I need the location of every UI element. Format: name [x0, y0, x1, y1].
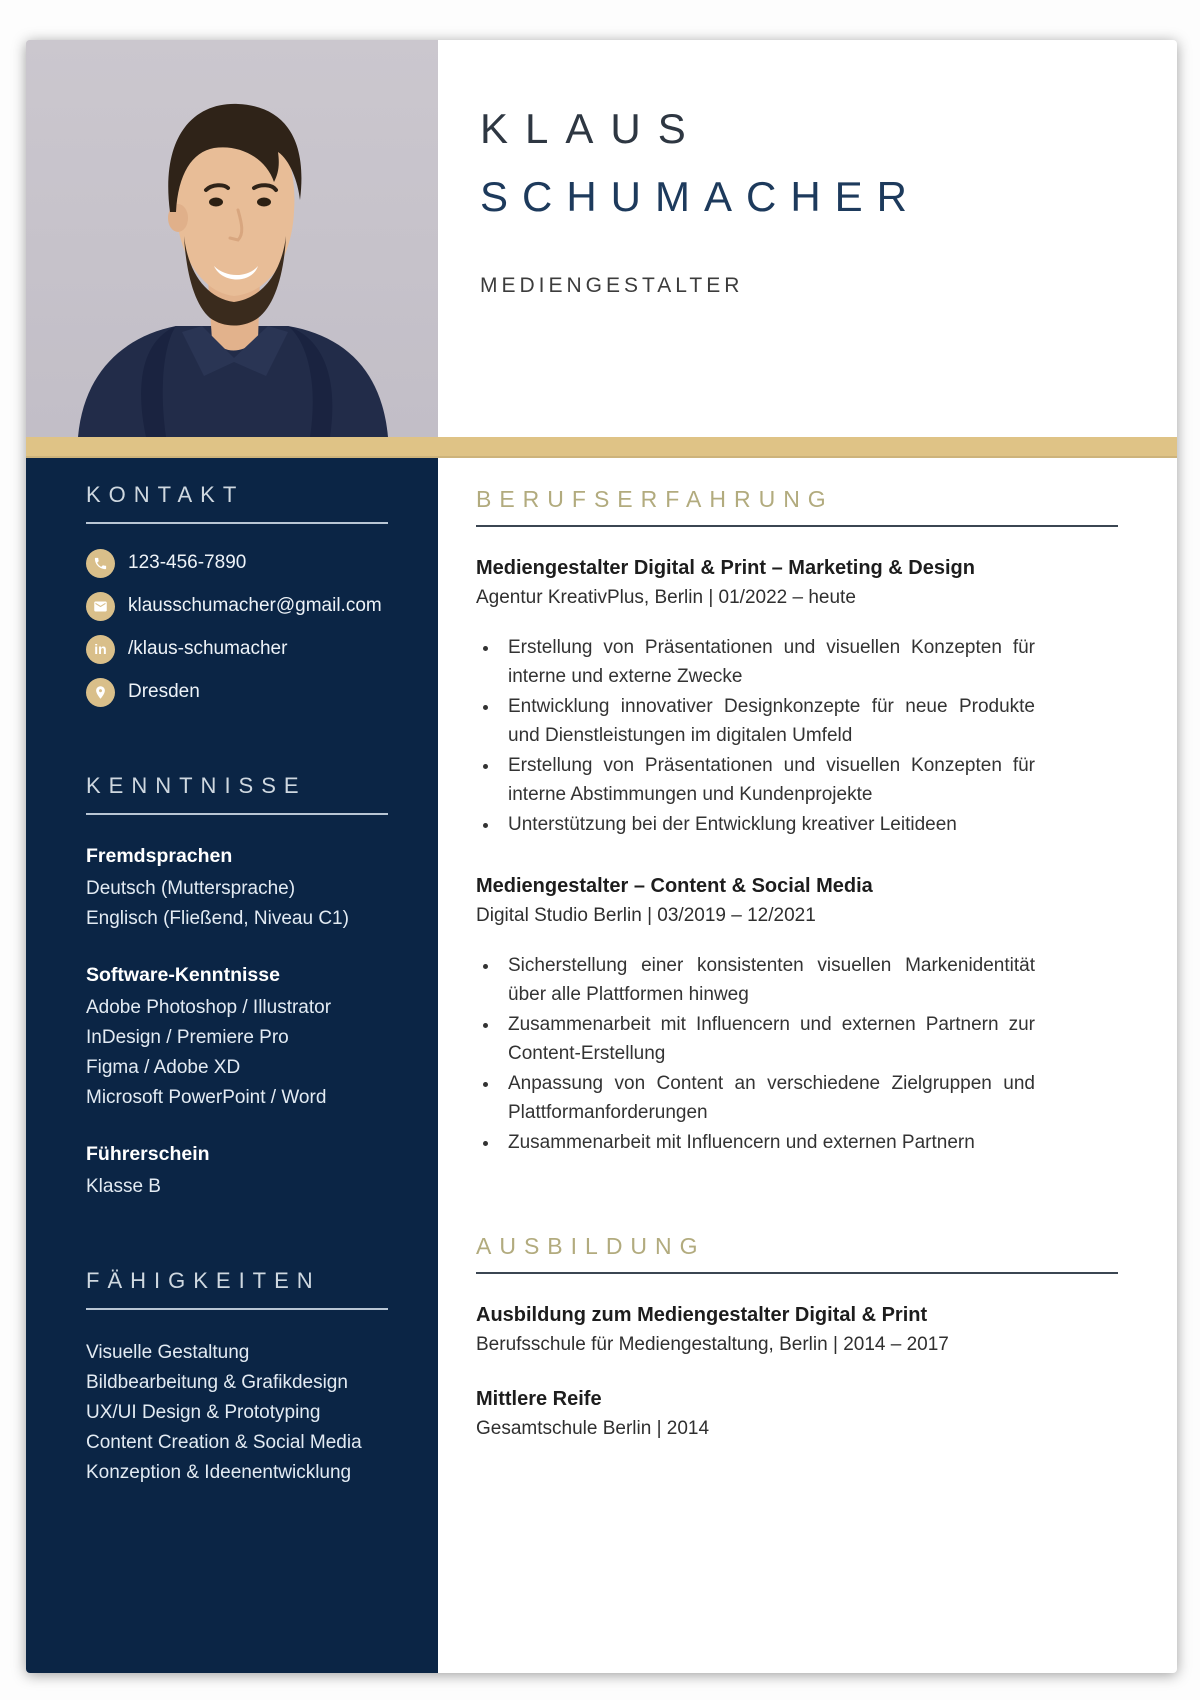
- skill-line: Figma / Adobe XD: [86, 1057, 241, 1078]
- header-band: [26, 40, 1177, 437]
- ausbildung-heading: AUSBILDUNG: [476, 1233, 706, 1259]
- location-icon: [86, 678, 115, 707]
- kenntnisse-divider: [86, 813, 388, 815]
- contact-item-email: [86, 591, 388, 621]
- skill-group-software: [86, 964, 388, 1113]
- skill-group-license: [86, 1143, 388, 1202]
- skill-line: Adobe Photoshop / Illustrator: [86, 997, 332, 1018]
- linkedin-handle: /klaus-schumacher: [128, 638, 288, 659]
- group-title: Fremdsprachen: [86, 845, 233, 867]
- ability-line: Konzeption & Ideenentwicklung: [86, 1462, 352, 1483]
- kontakt-section: [86, 482, 388, 707]
- job-meta: Digital Studio Berlin | 03/2019 – 12/2021: [476, 905, 816, 926]
- resume-document: [26, 40, 1177, 1673]
- job-bullet: • Anpassung von Content an verschiedene Zielgruppen und Plattformanforderungen: [500, 1069, 1035, 1127]
- portrait-illustration: [26, 40, 438, 437]
- job-bullet-list: [476, 951, 1035, 1157]
- skill-line: Klasse B: [86, 1176, 161, 1197]
- group-title: Führerschein: [86, 1143, 210, 1165]
- job-bullet: • Sicherstellung einer konsistenten visuellen Markenidentität über alle Plattformen hinweg: [500, 951, 1035, 1009]
- content-band: [26, 458, 1177, 1673]
- education-entry-1: [476, 1302, 1118, 1356]
- education-title: Mittlere Reife: [476, 1388, 602, 1410]
- skill-group-languages: [86, 845, 388, 934]
- location-city: Dresden: [128, 681, 200, 702]
- ausbildung-divider: [476, 1272, 1118, 1274]
- job-title: Mediengestalter Digital & Print – Marketing & Design: [476, 557, 975, 579]
- ausbildung-section: [476, 1233, 1118, 1440]
- ability-line: UX/UI Design & Prototyping: [86, 1402, 321, 1423]
- contact-item-phone: [86, 548, 388, 578]
- group-title: Software-Kenntnisse: [86, 964, 280, 986]
- email-icon: [86, 592, 115, 621]
- faehigkeiten-divider: [86, 1308, 388, 1310]
- linkedin-icon: in: [86, 635, 115, 664]
- skill-line: Englisch (Fließend, Niveau C1): [86, 908, 349, 929]
- ability-line: Visuelle Gestaltung: [86, 1342, 250, 1363]
- sidebar: [26, 458, 438, 1673]
- kontakt-divider: [86, 522, 388, 524]
- skill-line: Microsoft PowerPoint / Word: [86, 1087, 327, 1108]
- ability-list: [86, 1338, 388, 1488]
- ability-line: Bildbearbeitung & Grafikdesign: [86, 1372, 348, 1393]
- contact-item-linkedin: [86, 634, 388, 664]
- job-bullet: • Erstellung von Präsentationen und visuellen Konzepten für interne und externe Zwecke: [500, 633, 1035, 691]
- education-entry-2: [476, 1386, 1118, 1440]
- name-block: [438, 40, 1177, 437]
- faehigkeiten-heading: FÄHIGKEITEN: [86, 1268, 321, 1293]
- job-meta: Agentur KreativPlus, Berlin | 01/2022 – heute: [476, 587, 856, 608]
- education-meta: Berufsschule für Mediengestaltung, Berlin | 2014 – 2017: [476, 1334, 949, 1355]
- job-bullet: • Zusammenarbeit mit Influencern und externen Partnern zur Content-Erstellung: [500, 1010, 1035, 1068]
- job-title: Mediengestalter – Content & Social Media: [476, 875, 873, 897]
- job-bullet: • Unterstützung bei der Entwicklung kreativer Leitideen: [500, 810, 1035, 839]
- job-entry-2: [476, 873, 1118, 1157]
- last-name: SCHUMACHER: [480, 173, 922, 220]
- berufserfahrung-heading: BERUFSERFAHRUNG: [476, 486, 834, 512]
- email-address: klausschumacher@gmail.com: [128, 595, 382, 616]
- main-column: [438, 458, 1177, 1673]
- job-bullet: • Entwicklung innovativer Designkonzepte für neue Produkte und Dienstleistungen im digitalen Umfeld: [500, 692, 1035, 750]
- job-title: MEDIENGESTALTER: [480, 274, 744, 297]
- job-bullet: • Zusammenarbeit mit Influencern und externen Partnern: [500, 1128, 1035, 1157]
- first-name: KLAUS: [480, 105, 703, 152]
- job-bullet-list: [476, 633, 1035, 839]
- job-bullet: • Erstellung von Präsentationen und visuellen Konzepten für interne Abstimmungen und Kundenprojekte: [500, 751, 1035, 809]
- berufserfahrung-divider: [476, 525, 1118, 527]
- gold-divider-bar: [26, 437, 1177, 458]
- phone-number: 123-456-7890: [128, 552, 247, 573]
- skill-line: Deutsch (Muttersprache): [86, 878, 296, 899]
- job-entry-1: [476, 555, 1118, 839]
- faehigkeiten-section: [86, 1268, 388, 1488]
- kontakt-heading: KONTAKT: [86, 482, 245, 507]
- education-title: Ausbildung zum Mediengestalter Digital & Print: [476, 1304, 928, 1326]
- contact-list: [86, 548, 388, 707]
- profile-photo: [26, 40, 438, 437]
- kenntnisse-heading: KENNTNISSE: [86, 773, 307, 798]
- ability-line: Content Creation & Social Media: [86, 1432, 362, 1453]
- kenntnisse-section: [86, 773, 388, 1202]
- education-meta: Gesamtschule Berlin | 2014: [476, 1418, 710, 1439]
- skill-line: InDesign / Premiere Pro: [86, 1027, 289, 1048]
- berufserfahrung-section: [476, 486, 1118, 1157]
- phone-icon: [86, 549, 115, 578]
- contact-item-location: [86, 677, 388, 707]
